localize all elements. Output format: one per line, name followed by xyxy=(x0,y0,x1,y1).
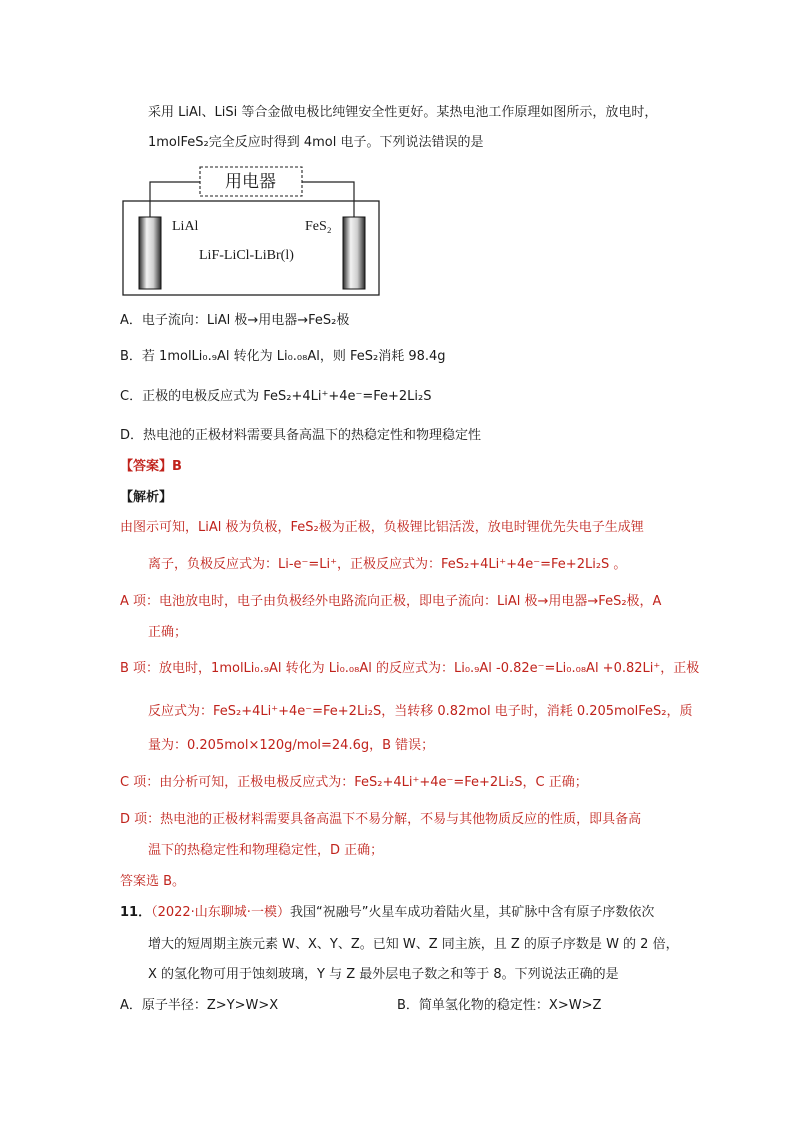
analysis-a-line1: A 项：电池放电时，电子由负极经外电路流向正极，即电子流向：LiAl 极→用电器→FeS₂极，A xyxy=(120,594,662,609)
analysis-b-line2: 反应式为：FeS₂+4Li⁺+4e⁻=Fe+2Li₂S，当转移 0.82mol 电子时，消耗 0.205molFeS₂，质 xyxy=(148,704,693,719)
analysis-title: 【解析】 xyxy=(120,490,173,505)
analysis-b-line1: B 项：放电时，1molLi₀.₉Al 转化为 Li₀.₀₈Al 的反应式为：Li₀.₉Al -0.82e⁻=Li₀.₀₈Al +0.82Li⁺，正极 xyxy=(120,661,700,676)
analysis-p1-line1: 由图示可知，LiAl 极为负极，FeS₂极为正极，负极锂比铝活泼，放电时锂优先失电子生成锂 xyxy=(120,520,644,535)
question10-option-d: D．热电池的正极材料需要具备高温下的热稳定性和物理稳定性 xyxy=(120,428,482,443)
question10-option-c: C．正极的电极反应式为 FeS₂+4Li⁺+4e⁻=Fe+2Li₂S xyxy=(120,389,432,404)
question10-stem-line2: 1molFeS₂完全反应时得到 4mol 电子。下列说法错误的是 xyxy=(148,135,484,150)
question11-line3: X 的氢化物可用于蚀刻玻璃，Y 与 Z 最外层电子数之和等于 8。下列说法正确的是 xyxy=(148,967,619,982)
analysis-d-line1: D 项：热电池的正极材料需要具备高温下不易分解，不易与其他物质反应的性质，即具备高 xyxy=(120,812,642,827)
right-electrode-label: FeS₂ xyxy=(305,219,332,234)
question11-line1 xyxy=(120,904,654,922)
question11-line1-text: 我国“祝融号”火星车成功着陆火星，其矿脉中含有原子序数依次 xyxy=(289,905,655,920)
analysis-conclusion: 答案选 B。 xyxy=(120,874,186,889)
left-electrode xyxy=(139,217,161,289)
analysis-a-line2: 正确； xyxy=(148,625,188,640)
question10-option-a: A．电子流向：LiAl 极→用电器→FeS₂极 xyxy=(120,313,350,328)
question11-option-a: A．原子半径：Z>Y>W>X xyxy=(120,998,279,1013)
question11-option-b: B．简单氢化物的稳定性：X>W>Z xyxy=(397,998,602,1013)
right-electrode xyxy=(343,217,365,289)
analysis-c-line1: C 项：由分析可知，正极电极反应式为：FeS₂+4Li⁺+4e⁻=Fe+2Li₂S，C 正确； xyxy=(120,775,588,790)
analysis-b-line3: 量为：0.205mol×120g/mol=24.6g，B 错误； xyxy=(148,738,435,753)
electrolyte-label: LiF-LiCl-LiBr(l) xyxy=(199,248,294,263)
question10-option-b: B．若 1molLi₀.₉Al 转化为 Li₀.₀₈Al，则 FeS₂消耗 98.4g xyxy=(120,349,446,364)
battery-diagram xyxy=(122,165,380,297)
analysis-p1-line2: 离子，负极反应式为：Li-e⁻=Li⁺，正极反应式为：FeS₂+4Li⁺+4e⁻=Fe+2Li₂S 。 xyxy=(148,557,627,572)
question10-stem-line1: 采用 LiAl、LiSi 等合金做电极比纯锂安全性更好。某热电池工作原理如图所示，放电时， xyxy=(148,105,658,120)
question11-source: （2022·山东聊城·一模） xyxy=(151,905,290,920)
question11-line2: 增大的短周期主族元素 W、X、Y、Z。已知 W、Z 同主族，且 Z 的原子序数是 W 的 2 倍， xyxy=(148,937,679,952)
analysis-d-line2: 温下的热稳定性和物理稳定性，D 正确； xyxy=(148,843,384,858)
device-label: 用电器 xyxy=(225,172,276,191)
answer-label: 【答案】B xyxy=(120,459,182,474)
left-electrode-label: LiAl xyxy=(172,219,199,234)
question11-number: 11． xyxy=(120,905,152,920)
